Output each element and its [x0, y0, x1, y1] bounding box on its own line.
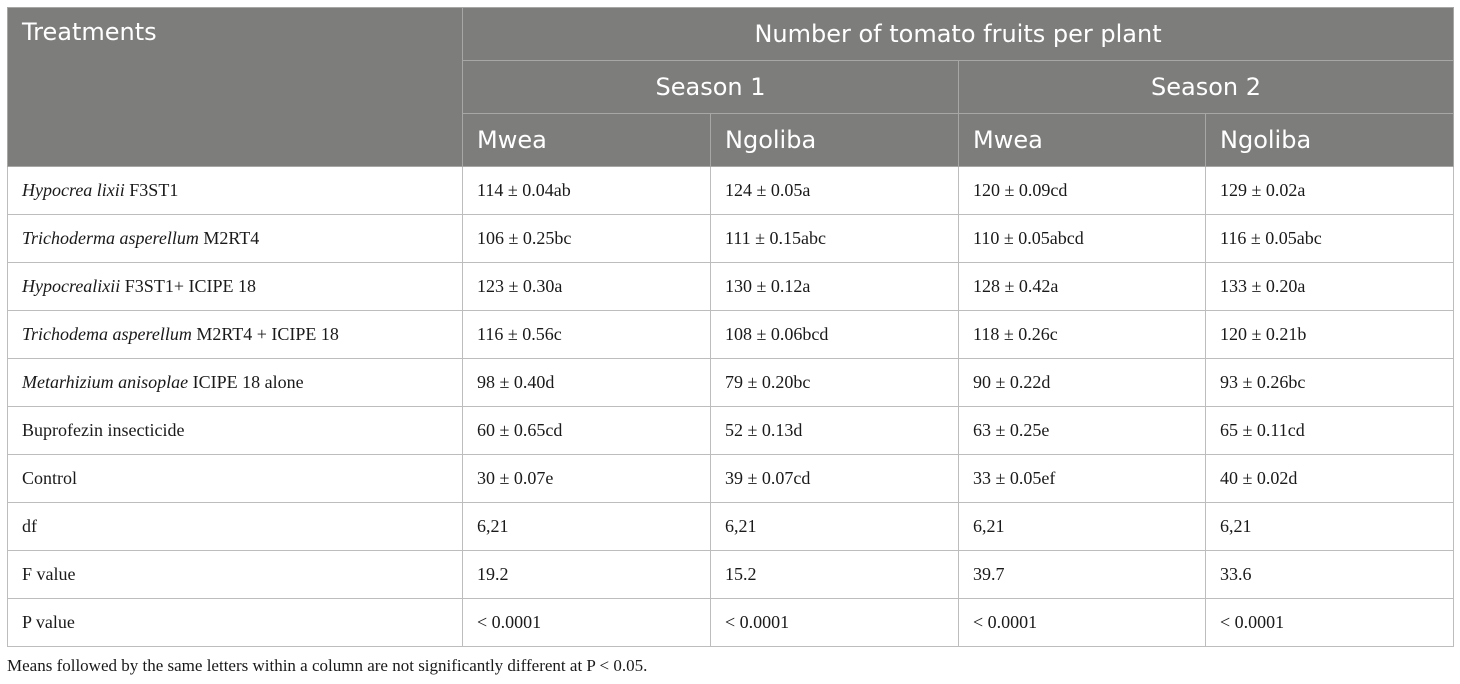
treatment-cell: Control: [8, 455, 463, 503]
value-cell: 124 ± 0.05a: [711, 167, 959, 215]
table-row: [8, 359, 1454, 407]
value-cell: 6,21: [959, 503, 1206, 551]
value-cell: 120 ± 0.09cd: [959, 167, 1206, 215]
value-cell: 118 ± 0.26c: [959, 311, 1206, 359]
table-row: [8, 599, 1454, 647]
s1-mwea-header: Mwea: [463, 114, 711, 167]
season2-header: Season 2: [959, 61, 1454, 114]
table-row: [8, 551, 1454, 599]
value-cell: 6,21: [711, 503, 959, 551]
value-cell: 63 ± 0.25e: [959, 407, 1206, 455]
value-cell: < 0.0001: [1206, 599, 1454, 647]
table-footnote: Means followed by the same letters within a column are not significantly different at P < 0.05.: [7, 656, 648, 675]
table-row: [8, 455, 1454, 503]
table-row: [8, 167, 1454, 215]
value-cell: 123 ± 0.30a: [463, 263, 711, 311]
value-cell: 79 ± 0.20bc: [711, 359, 959, 407]
value-cell: 6,21: [1206, 503, 1454, 551]
value-cell: 129 ± 0.02a: [1206, 167, 1454, 215]
table-row: [8, 215, 1454, 263]
treatments-header: Treatments: [8, 8, 463, 167]
s2-mwea-header: Mwea: [959, 114, 1206, 167]
value-cell: 114 ± 0.04ab: [463, 167, 711, 215]
value-cell: 65 ± 0.11cd: [1206, 407, 1454, 455]
value-cell: 19.2: [463, 551, 711, 599]
group-title-header: Number of tomato fruits per plant: [463, 8, 1454, 61]
stat-label-cell: F value: [8, 551, 463, 599]
s2-ngoliba-header: Ngoliba: [1206, 114, 1454, 167]
value-cell: 90 ± 0.22d: [959, 359, 1206, 407]
value-cell: < 0.0001: [463, 599, 711, 647]
table-body: [8, 167, 1454, 647]
value-cell: 106 ± 0.25bc: [463, 215, 711, 263]
value-cell: < 0.0001: [959, 599, 1206, 647]
table-row: [8, 263, 1454, 311]
treatment-cell: Trichoderma asperellum M2RT4: [8, 215, 463, 263]
value-cell: 39 ± 0.07cd: [711, 455, 959, 503]
value-cell: 6,21: [463, 503, 711, 551]
results-table: [7, 7, 1454, 647]
treatment-cell: Buprofezin insecticide: [8, 407, 463, 455]
value-cell: 120 ± 0.21b: [1206, 311, 1454, 359]
table-row: [8, 407, 1454, 455]
treatment-cell: Hypocrea lixii F3ST1: [8, 167, 463, 215]
treatment-cell: Trichodema asperellum M2RT4 + ICIPE 18: [8, 311, 463, 359]
value-cell: 60 ± 0.65cd: [463, 407, 711, 455]
stat-label-cell: P value: [8, 599, 463, 647]
value-cell: 15.2: [711, 551, 959, 599]
value-cell: 33 ± 0.05ef: [959, 455, 1206, 503]
stat-label-cell: df: [8, 503, 463, 551]
value-cell: 116 ± 0.05abc: [1206, 215, 1454, 263]
s1-ngoliba-header: Ngoliba: [711, 114, 959, 167]
value-cell: 39.7: [959, 551, 1206, 599]
value-cell: 52 ± 0.13d: [711, 407, 959, 455]
value-cell: 40 ± 0.02d: [1206, 455, 1454, 503]
value-cell: 128 ± 0.42a: [959, 263, 1206, 311]
value-cell: 130 ± 0.12a: [711, 263, 959, 311]
treatment-cell: Hypocrealixii F3ST1+ ICIPE 18: [8, 263, 463, 311]
results-table-container: [7, 7, 1453, 647]
value-cell: 116 ± 0.56c: [463, 311, 711, 359]
value-cell: 110 ± 0.05abcd: [959, 215, 1206, 263]
season1-header: Season 1: [463, 61, 959, 114]
value-cell: < 0.0001: [711, 599, 959, 647]
value-cell: 98 ± 0.40d: [463, 359, 711, 407]
value-cell: 93 ± 0.26bc: [1206, 359, 1454, 407]
value-cell: 133 ± 0.20a: [1206, 263, 1454, 311]
value-cell: 30 ± 0.07e: [463, 455, 711, 503]
treatment-cell: Metarhizium anisoplae ICIPE 18 alone: [8, 359, 463, 407]
value-cell: 33.6: [1206, 551, 1454, 599]
value-cell: 108 ± 0.06bcd: [711, 311, 959, 359]
table-row: [8, 503, 1454, 551]
table-row: [8, 311, 1454, 359]
value-cell: 111 ± 0.15abc: [711, 215, 959, 263]
